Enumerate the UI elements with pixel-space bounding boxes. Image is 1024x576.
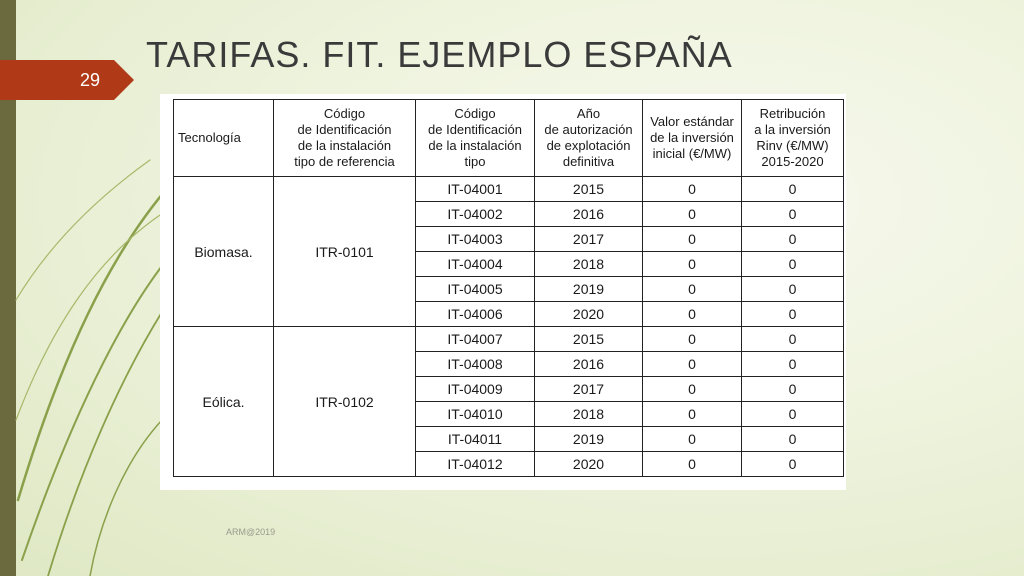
value-cell: 0 (643, 202, 742, 227)
year-cell: 2015 (535, 177, 643, 202)
code-cell: IT-04003 (416, 227, 535, 252)
retribution-cell: 0 (742, 302, 844, 327)
retribution-cell: 0 (742, 452, 844, 477)
year-cell: 2020 (535, 302, 643, 327)
header-investment-value: Valor estándar de la inversión inicial (€/MW) (643, 100, 742, 177)
header-technology: Tecnología (174, 100, 274, 177)
value-cell: 0 (643, 277, 742, 302)
retribution-cell: 0 (742, 352, 844, 377)
footer-credit: ARM@2019 (226, 527, 276, 537)
value-cell: 0 (643, 227, 742, 252)
reference-cell: ITR-0102 (274, 327, 416, 477)
tariff-table (173, 99, 844, 477)
header-retribution: Retribución a la inversión Rinv (€/MW) 2015-2020 (742, 100, 844, 177)
reference-cell: ITR-0101 (274, 177, 416, 327)
value-cell: 0 (643, 327, 742, 352)
header-installation-code: Código de Identificación de la instalación tipo (416, 100, 535, 177)
value-cell: 0 (643, 427, 742, 452)
table-row (174, 177, 844, 202)
year-cell: 2019 (535, 277, 643, 302)
year-cell: 2018 (535, 402, 643, 427)
page-number: 29 (79, 70, 101, 90)
value-cell: 0 (643, 177, 742, 202)
code-cell: IT-04007 (416, 327, 535, 352)
retribution-cell: 0 (742, 227, 844, 252)
value-cell: 0 (643, 252, 742, 277)
retribution-cell: 0 (742, 202, 844, 227)
code-cell: IT-04008 (416, 352, 535, 377)
code-cell: IT-04002 (416, 202, 535, 227)
year-cell: 2016 (535, 202, 643, 227)
retribution-cell: 0 (742, 327, 844, 352)
retribution-cell: 0 (742, 377, 844, 402)
year-cell: 2019 (535, 427, 643, 452)
table-row (174, 327, 844, 352)
technology-cell: Biomasa. (174, 177, 274, 327)
code-cell: IT-04010 (416, 402, 535, 427)
code-cell: IT-04012 (416, 452, 535, 477)
year-cell: 2020 (535, 452, 643, 477)
retribution-cell: 0 (742, 252, 844, 277)
value-cell: 0 (643, 377, 742, 402)
code-cell: IT-04011 (416, 427, 535, 452)
value-cell: 0 (643, 352, 742, 377)
code-cell: IT-04006 (416, 302, 535, 327)
header-authorization-year: Año de autorización de explotación definitiva (535, 100, 643, 177)
year-cell: 2018 (535, 252, 643, 277)
retribution-cell: 0 (742, 427, 844, 452)
retribution-cell: 0 (742, 402, 844, 427)
value-cell: 0 (643, 402, 742, 427)
technology-cell: Eólica. (174, 327, 274, 477)
code-cell: IT-04009 (416, 377, 535, 402)
year-cell: 2017 (535, 377, 643, 402)
slide-title: TARIFAS. FIT. EJEMPLO ESPAÑA (146, 34, 733, 75)
header-reference-code: Código de Identificación de la instalación tipo de referencia (274, 100, 416, 177)
code-cell: IT-04001 (416, 177, 535, 202)
value-cell: 0 (643, 452, 742, 477)
value-cell: 0 (643, 302, 742, 327)
year-cell: 2017 (535, 227, 643, 252)
code-cell: IT-04004 (416, 252, 535, 277)
year-cell: 2016 (535, 352, 643, 377)
table-panel (160, 94, 846, 490)
table-header-row (174, 100, 844, 177)
retribution-cell: 0 (742, 177, 844, 202)
year-cell: 2015 (535, 327, 643, 352)
retribution-cell: 0 (742, 277, 844, 302)
code-cell: IT-04005 (416, 277, 535, 302)
